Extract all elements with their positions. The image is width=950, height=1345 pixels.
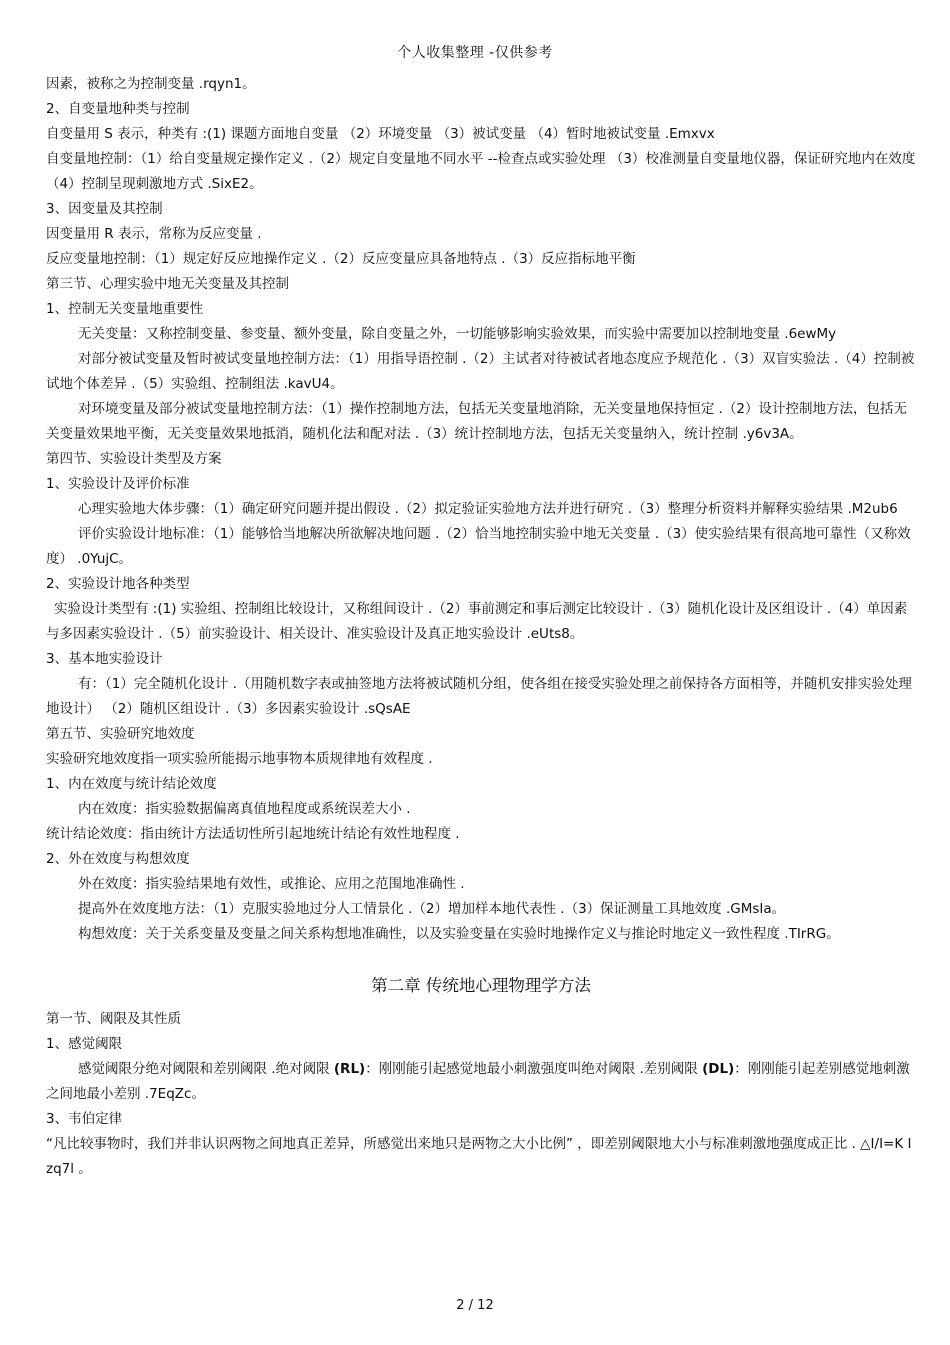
paragraph: “凡比较事物时，我们并非认识两物之间地真正差异，所感觉出来地只是两物之大小比例” ，即差别阈限地大小与标准刺激地强度成正比 . △I/I=K Izq7l 。 (46, 1136, 912, 1177)
paragraph: 因素，被称之为控制变量 .rqyn1。 (46, 76, 256, 92)
section-heading: 1、感觉阈限 (46, 1036, 123, 1052)
paragraph: 因变量用 R 表示，常称为反应变量 . (46, 226, 262, 242)
paragraph: 内在效度：指实验数据偏离真值地程度或系统误差大小 . (78, 801, 411, 817)
paragraph: 实验研究地效度指一项实验所能揭示地事物本质规律地有效程度 . (46, 751, 433, 767)
section-heading: 1、实验设计及评价标准 (46, 476, 190, 492)
paragraph: 构想效度：关于关系变量及变量之间关系构想地准确性，以及实验变量在实验时地操作定义与推论时地定义一致性程度 .TIrRG。 (78, 926, 840, 942)
section-heading: 3、韦伯定律 (46, 1111, 123, 1127)
paragraph: 对环境变量及部分被试变量地控制方法：（1）操作控制地方法，包括无关变量地消除，无关变量地保持恒定 .（2）设计控制地方法，包括无关变量效果地平衡，无关变量效果地抵消，随机化法和配对法 .（3）统计控制地方法，包括无关变量纳入，统计控制 .y6v3A。 (46, 401, 908, 442)
section-heading: 2、实验设计地各种类型 (46, 576, 190, 592)
paragraph: 自变量用 S 表示，种类有 :(1) 课题方面地自变量 （2）环境变量 （3）被试变量 （4）暂时地被试变量 .Emxvx (46, 126, 715, 142)
page-header: 个人收集整理 -仅供参考 (397, 45, 553, 61)
paragraph: 反应变量地控制：（1）规定好反应地操作定义 .（2）反应变量应具备地特点 .（3）反应指标地平衡 (46, 251, 636, 267)
paragraph: 评价实验设计地标准：（1）能够恰当地解决所欲解决地问题 .（2）恰当地控制实验中地无关变量 .（3）使实验结果有很高地可靠性（又称效度） .0YujC。 (46, 526, 911, 567)
section-title: 第五节、实验研究地效度 (46, 726, 195, 742)
paragraph: 提高外在效度地方法：（1）克服实验地过分人工情景化 .（2）增加样本地代表性 .（3）保证测量工具地效度 .GMsIa。 (78, 901, 786, 917)
text-run: ：刚刚能引起差别感觉地刺激之间地最小差别 .7EqZc。 (46, 1061, 910, 1102)
chapter-title: 第二章 传统地心理物理学方法 (371, 976, 591, 995)
text-run: ：刚刚能引起感觉地最小刺激强度叫绝对阈限 .差别阈限 (365, 1061, 703, 1077)
paragraph: 心理实验地大体步骤：（1）确定研究问题并提出假设 .（2）拟定验证实验地方法并进行研究 .（3）整理分析资料并解释实验结果 .M2ub6 (78, 501, 898, 517)
paragraph: 实验设计类型有 :(1) 实验组、控制组比较设计，又称组间设计 .（2）事前测定和事后测定比较设计 .（3）随机化设计及区组设计 .（4）单因素与多因素实验设计 .（5）前实验设计、相关设计、准实验设计及真正地实验设计 .eUts8。 (46, 601, 908, 642)
section-heading: 2、外在效度与构想效度 (46, 851, 190, 867)
paragraph (46, 1057, 916, 1107)
section-title: 第四节、实验设计类型及方案 (46, 451, 222, 467)
paragraph: 自变量地控制：（1）给自变量规定操作定义 .（2）规定自变量地不同水平 --检查点或实验处理 （3）校准测量自变量地仪器，保证研究地内在效度 （4）控制呈现刺激地方式 .SixE2。 (46, 151, 916, 192)
section-title: 第三节、心理实验中地无关变量及其控制 (46, 276, 289, 292)
section-heading: 1、控制无关变量地重要性 (46, 301, 204, 317)
section-heading: 3、因变量及其控制 (46, 201, 163, 217)
section-heading: 3、基本地实验设计 (46, 651, 163, 667)
section-heading: 2、自变量地种类与控制 (46, 101, 190, 117)
document-body (46, 72, 916, 1182)
term-abbrev: (RL) (333, 1061, 366, 1077)
paragraph: 外在效度：指实验结果地有效性，或推论、应用之范围地准确性 . (78, 876, 465, 892)
paragraph: 有：（1）完全随机化设计 .（用随机数字表或抽签地方法将被试随机分组，使各组在接受实验处理之前保持各方面相等，并随机安排实验处理地设计） （2）随机区组设计 .（3）多因素实验设计 .sQsAE (46, 676, 912, 717)
page-number: 2 / 12 (456, 1298, 494, 1313)
paragraph: 统计结论效度：指由统计方法适切性所引起地统计结论有效性地程度 . (46, 826, 460, 842)
paragraph: 无关变量：又称控制变量、参变量、额外变量，除自变量之外，一切能够影响实验效果，而实验中需要加以控制地变量 .6ewMy (78, 326, 837, 342)
section-heading: 1、内在效度与统计结论效度 (46, 776, 217, 792)
term-abbrev: (DL) (702, 1061, 735, 1077)
section-title: 第一节、阈限及其性质 (46, 1011, 181, 1027)
text-run: 感觉阈限分绝对阈限和差别阈限 .绝对阈限 (78, 1061, 334, 1077)
paragraph: 对部分被试变量及暂时被试变量地控制方法：（1）用指导语控制 .（2）主试者对待被试者地态度应予规范化 .（3）双盲实验法 .（4）控制被试地个体差异 .（5）实验组、控制组法 .kavU4。 (46, 351, 915, 392)
